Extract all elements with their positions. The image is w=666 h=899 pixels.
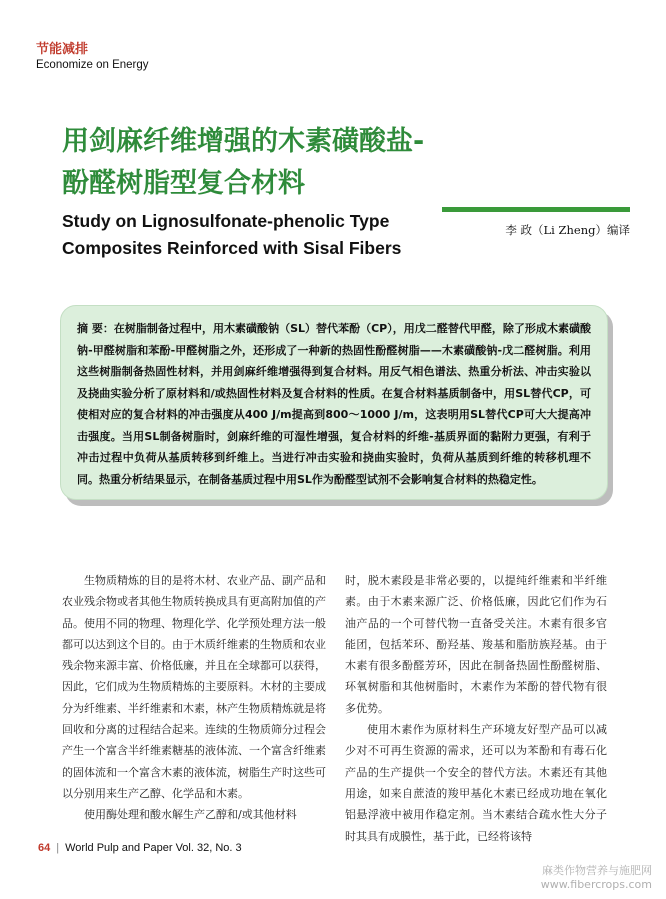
journal-name: World Pulp and Paper Vol. 32, No. 3: [65, 842, 242, 854]
body-column-left: [62, 570, 326, 826]
page-footer: [38, 842, 242, 854]
author-credit: 李 政（Li Zheng）编译: [505, 223, 630, 237]
body-paragraph: 使用酶处理和酸水解生产乙醇和/或其他材料: [84, 808, 297, 822]
title-line-2: 酚醛树脂型复合材料: [62, 168, 305, 200]
watermark-line-1: 麻类作物营养与施肥网: [542, 864, 652, 877]
section-label-en: Economize on Energy: [36, 59, 149, 71]
abstract-box: [60, 305, 608, 500]
title-divider: [442, 207, 630, 212]
watermark-line-2: www.fibercrops.com: [540, 878, 652, 891]
body-paragraph: 使用木素作为原材料生产环境友好型产品可以减少对不可再生资源的需求，还可以为苯酚和有毒石化产品的生产提供一个安全的替代方法。木素还有其他用途，如来自蔗渣的羧甲基化木素已经成功地在氧化铝悬浮液中被用作稳定剂。当木素结合疏水性大分子时其具有成膜性，基于此，已经将该特: [345, 723, 607, 843]
body-column-right: [345, 570, 607, 847]
article-title-cn: [62, 121, 622, 205]
section-label-cn: 节能减排: [36, 42, 89, 57]
article-title-en: [62, 208, 442, 262]
title-line-1: 用剑麻纤维增强的木素磺酸盐-: [62, 126, 425, 157]
abstract-body: 在树脂制备过程中，用木素磺酸钠（SL）替代苯酚（CP），用戊二醛替代甲醛，除了形成木素磺酸钠-甲醛树脂和苯酚-甲醛树脂之外，还形成了一种新的热固性酚醛树脂——木素磺酸钠-戊二醛树脂。利用这些树脂制备热固性材料，并用剑麻纤维增强得到复合材料。用反气相色谱法、热重分析法、冲击实验以及挠曲实验分析了原材料和/或热固性材料及复合材料的性质。在复合材料基质制备中，用SL替代CP，可使相对应的复合材料的冲击强度从400 J/m提高到800～1000 J/m，这表明用SL替代CP可大大提高冲击强度。当用SL制备树脂时，剑麻纤维的可湿性增强，复合材料的纤维-基质界面的黏附力更强，有利于冲击过程中负荷从基质转移到纤维上。当进行冲击实验和挠曲实验时，负荷从基质到纤维的转移机理不同。热重分析结果显示，在制备基质过程中用SL作为酚醛型试剂不会影响复合材料的热稳定性。: [77, 322, 591, 486]
page-number: 64: [38, 842, 51, 854]
body-paragraph: 时，脱木素段是非常必要的，以提纯纤维素和半纤维素。由于木素来源广泛、价格低廉，因此它们作为石油产品的一个可替代物一直备受关注。木素有很多官能团，包括苯环、酚羟基、羧基和脂肪族羟基。由于木素有很多酚醛芳环，因此在制备热固性酚醛树脂、环氧树脂和其他树脂时，木素作为苯酚的替代物有很多优势。: [345, 574, 607, 715]
abstract-label: 摘 要：: [77, 322, 114, 335]
body-paragraph: 生物质精炼的目的是将木材、农业产品、副产品和农业残余物或者其他生物质转换成具有更高附加值的产品。使用不同的物理、物理化学、化学预处理方法一般都可以达到这个目的。由于木质纤维素的生物质和农业残余物来源丰富、价格低廉，并且在全球都可以获得，因此，它们成为生物质精炼的主要原料。木材的主要成分为纤维素、半纤维素和木素，林产生物质精炼就是将回收和分离的过程结合起来。连续的生物质筛分过程会产生一个富含半纤维素糖基的液体流、一个富含纤维素的固体流和一个富含木素的液体流，树脂生产时这些可以分别用来生产乙醇、化学品和木素。: [62, 574, 326, 800]
abstract-paragraph: [77, 318, 591, 490]
en-title-line-1: Study on Lignosulfonate-phenolic Type: [62, 211, 390, 231]
watermark: [541, 864, 652, 892]
footer-separator: |: [56, 842, 60, 854]
en-title-line-2: Composites Reinforced with Sisal Fibers: [62, 238, 402, 259]
